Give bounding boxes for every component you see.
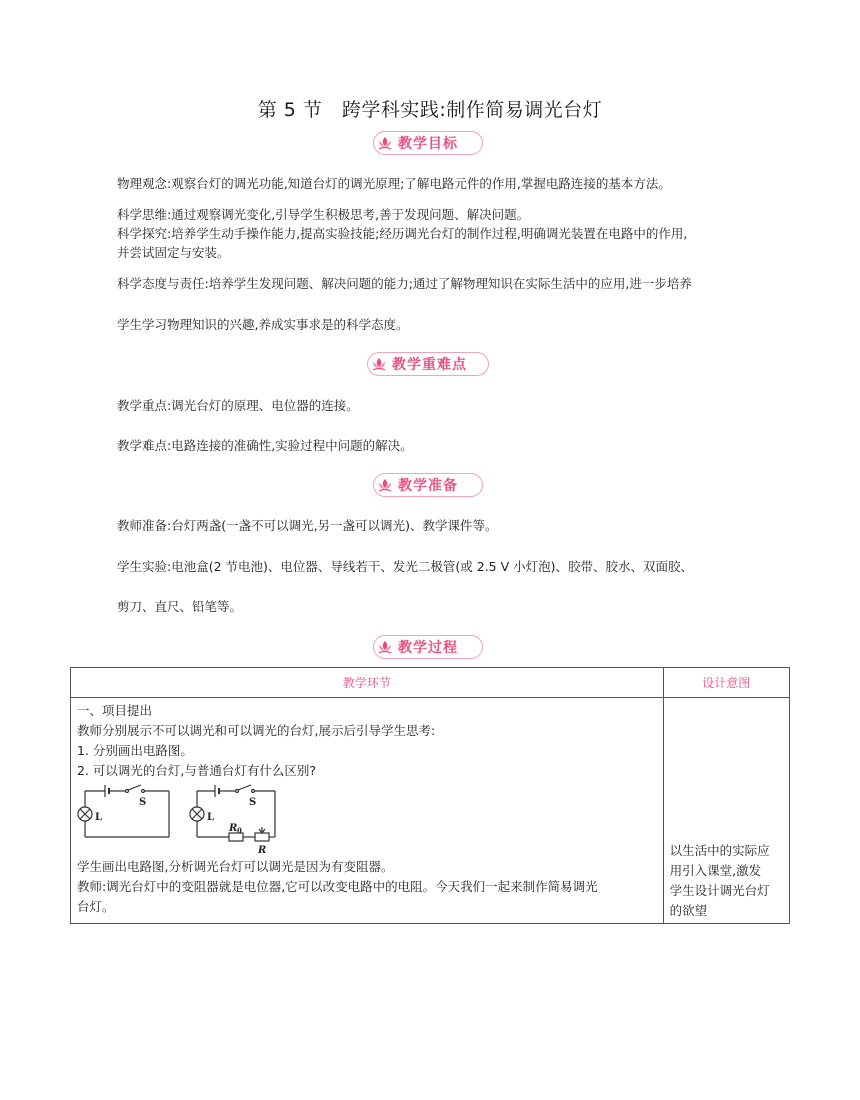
header-teaching-step: 教学环节	[71, 668, 664, 698]
lotus-icon	[374, 636, 396, 658]
intent-line: 学生设计调光台灯	[669, 882, 770, 898]
section-title-goals: 教学目标	[398, 136, 458, 152]
intent-line: 用引入课堂,激发	[669, 862, 762, 878]
step-line: 教师:调光台灯中的变阻器就是电位器,它可以改变电路中的电阻。今天我们一起来制作简易调光	[77, 879, 598, 894]
section-badge-goals	[373, 131, 483, 155]
page-title: 第 5 节 跨学科实践:制作简易调光台灯	[257, 99, 603, 121]
student-experiment-cont: 剪刀、直尺、铅笔等。	[117, 599, 243, 614]
intent-line: 以生活中的实际应	[669, 842, 770, 858]
switch-label: S	[139, 797, 147, 808]
intent-cell	[663, 698, 789, 924]
lotus-icon	[374, 132, 396, 154]
section-badge-preparation	[373, 473, 483, 497]
lamp-label: L	[207, 812, 215, 823]
lamp-label: L	[95, 812, 103, 823]
table-row	[71, 698, 790, 924]
step-cell	[71, 698, 664, 924]
switch-label: S	[249, 797, 257, 808]
lotus-icon	[374, 474, 396, 496]
step-line: 1. 分别画出电路图。	[77, 743, 193, 758]
goal-attitude: 科学态度与责任:培养学生发现问题、解决问题的能力;通过了解物理知识在实际生活中的应用,进一步培养	[117, 276, 692, 291]
teacher-preparation: 教师准备:台灯两盏(一盏不可以调光,另一盏可以调光)、教学课件等。	[117, 518, 498, 533]
goal-scientific-inquiry-cont: 并尝试固定与安装。	[117, 245, 230, 260]
step-line: 学生画出电路图,分析调光台灯可以调光是因为有变阻器。	[77, 859, 394, 874]
circuit-diagrams	[77, 783, 657, 855]
table-header-row	[71, 668, 790, 698]
section-badge-key-points	[367, 352, 489, 376]
student-experiment: 学生实验:电池盒(2 节电池)、电位器、导线若干、发光二极管(或 2.5 V 小灯泡)、胶带、胶水、双面胶、	[117, 559, 693, 574]
section-title-process: 教学过程	[398, 640, 458, 656]
fixed-resistor-label: R	[229, 823, 238, 834]
intent-line: 的欲望	[669, 902, 708, 918]
step-line: 教师分别展示不可以调光和可以调光的台灯,展示后引导学生思考:	[77, 723, 436, 738]
section-badge-process	[373, 635, 483, 659]
fixed-resistor-subscript: 0	[237, 826, 242, 835]
section-title-preparation: 教学准备	[398, 478, 458, 494]
header-design-intent: 设计意图	[663, 668, 789, 698]
lotus-icon	[368, 353, 390, 375]
step-line: 台灯。	[77, 899, 115, 914]
rheostat-label: R	[258, 845, 267, 855]
goal-attitude-cont: 学生学习物理知识的兴趣,养成实事求是的科学态度。	[117, 317, 409, 332]
goal-scientific-inquiry: 科学探究:培养学生动手操作能力,提高实验技能;经历调光台灯的制作过程,明确调光装置在电路中的作用,	[117, 226, 688, 241]
teaching-difficulty: 教学难点:电路连接的准确性,实验过程中问题的解决。	[117, 438, 413, 453]
circuit-diagram-svg	[77, 783, 307, 855]
section-title-key-points: 教学重难点	[392, 357, 467, 373]
goal-scientific-thinking: 科学思维:通过观察调光变化,引导学生积极思考,善于发现问题、解决问题。	[117, 207, 530, 222]
process-table	[70, 667, 790, 924]
step-heading: 一、项目提出	[77, 703, 153, 718]
goal-physics-concept: 物理观念:观察台灯的调光功能,知道台灯的调光原理;了解电路元件的作用,掌握电路连接的基本方法。	[117, 176, 671, 191]
teaching-focus: 教学重点:调光台灯的原理、电位器的连接。	[117, 398, 359, 413]
step-line: 2. 可以调光的台灯,与普通台灯有什么区别?	[77, 763, 317, 778]
